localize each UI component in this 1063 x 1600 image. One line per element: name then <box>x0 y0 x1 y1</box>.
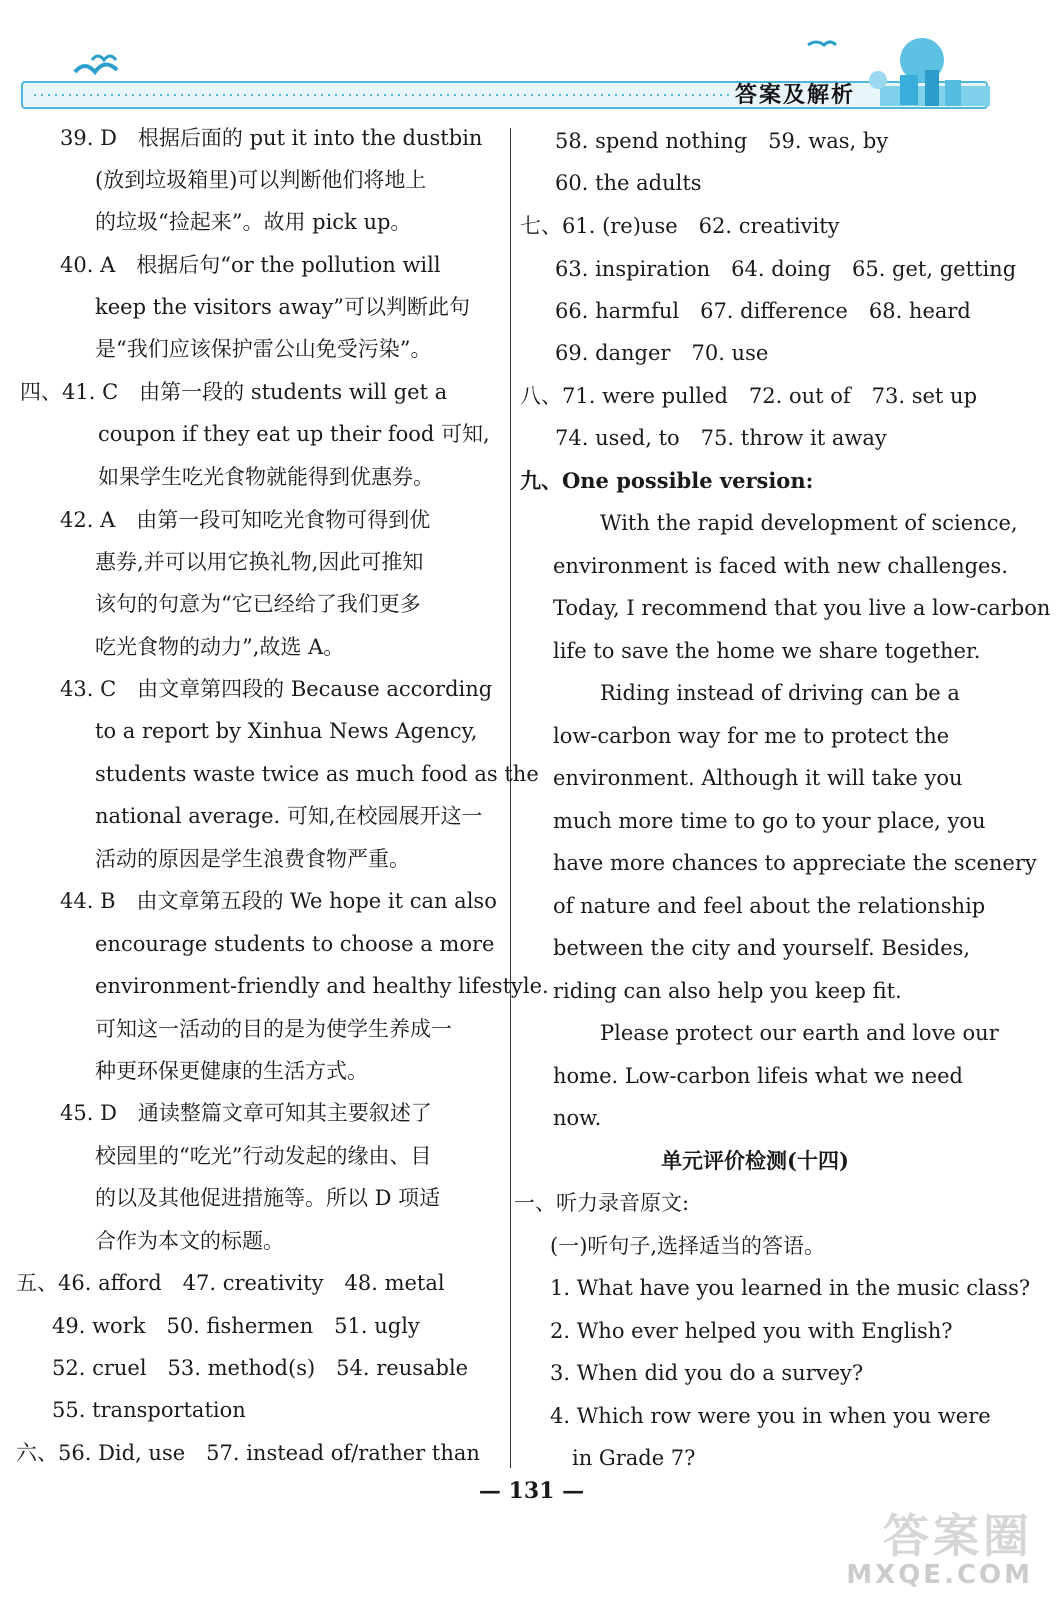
text-line: (一)听句子,选择适当的答语。 <box>550 1234 826 1258</box>
text-line: 2. Who ever helped you with English? <box>550 1319 953 1343</box>
text-line: 合作为本文的标题。 <box>95 1229 284 1253</box>
text-line: of nature and feel about the relationship <box>553 894 986 918</box>
text-line: 60. the adults <box>555 171 702 195</box>
text-line: 的垃圾“捡起来”。故用 pick up。 <box>95 210 412 234</box>
text-line: 是“我们应该保护雷公山免受污染”。 <box>95 337 432 361</box>
text-line: 39. D 根据后面的 put it into the dustbin <box>60 126 483 150</box>
text-line: 可知这一活动的目的是为使学生养成一 <box>95 1017 452 1041</box>
page-number: — 131 — <box>478 1478 585 1504</box>
text-line: 一、听力录音原文: <box>514 1191 690 1215</box>
text-line: Riding instead of driving can be a <box>600 681 960 705</box>
text-line: keep the visitors away”可以判断此句 <box>95 295 471 319</box>
text-line: 4. Which row were you in when you were <box>550 1404 991 1428</box>
text-line: students waste twice as much food as the <box>95 762 539 786</box>
text-line: 52. cruel 53. method(s) 54. reusable <box>52 1356 469 1380</box>
text-line: low-carbon way for me to protect the <box>553 724 950 748</box>
text-line: much more time to go to your place, you <box>553 809 986 833</box>
text-line: 42. A 由第一段可知吃光食物可得到优 <box>60 508 431 532</box>
text-line: 四、41. C 由第一段的 students will get a <box>20 380 448 404</box>
text-line: life to save the home we share together. <box>553 639 981 663</box>
text-line: Today, I recommend that you live a low-carbon <box>553 596 1051 620</box>
text-line: encourage students to choose a more <box>95 932 495 956</box>
text-line: 49. work 50. fishermen 51. ugly <box>52 1314 420 1338</box>
text-line: (放到垃圾箱里)可以判断他们将地上 <box>95 168 427 192</box>
header-decoration <box>0 0 1063 125</box>
text-line: 66. harmful 67. difference 68. heard <box>555 299 971 323</box>
text-line: 43. C 由文章第四段的 Because according <box>60 677 493 701</box>
text-line: to a report by Xinhua News Agency, <box>95 719 478 743</box>
text-line: 63. inspiration 64. doing 65. get, getting <box>555 257 1017 281</box>
text-line: 40. A 根据后句“or the pollution will <box>60 253 441 277</box>
text-line: environment. Although it will take you <box>553 766 963 790</box>
text-line: between the city and yourself. Besides, <box>553 936 971 960</box>
header-title: 答案及解析 <box>735 83 856 108</box>
text-line: 惠券,并可以用它换礼物,因此可推知 <box>95 550 424 574</box>
text-line: in Grade 7? <box>572 1446 696 1470</box>
text-line: 六、56. Did, use 57. instead of/rather than <box>16 1441 480 1465</box>
text-line: Please protect our earth and love our <box>600 1021 999 1045</box>
text-line: 44. B 由文章第五段的 We hope it can also <box>60 889 497 913</box>
text-line: have more chances to appreciate the scenery <box>553 851 1037 875</box>
text-line: coupon if they eat up their food 可知, <box>98 422 490 446</box>
text-line: 58. spend nothing 59. was, by <box>555 129 889 153</box>
text-line: 3. When did you do a survey? <box>550 1361 864 1385</box>
watermark-url: MXQE.COM <box>846 1560 1033 1590</box>
watermark-logo: 答案圈 <box>883 1509 1033 1563</box>
text-line: 1. What have you learned in the music class? <box>550 1276 1031 1300</box>
text-line: 45. D 通读整篇文章可知其主要叙述了 <box>60 1101 432 1125</box>
text-line: 如果学生吃光食物就能得到优惠券。 <box>98 465 434 489</box>
text-line: riding can also help you keep fit. <box>553 979 902 1003</box>
text-line: 69. danger 70. use <box>555 341 769 365</box>
text-line: 种更环保更健康的生活方式。 <box>95 1059 368 1083</box>
text-line: environment-friendly and healthy lifestyle. <box>95 974 549 998</box>
text-line: 55. transportation <box>52 1398 246 1422</box>
section-title: 单元评价检测(十四) <box>661 1148 849 1173</box>
text-line: 七、61. (re)use 62. creativity <box>520 214 840 238</box>
text-line: 该句的句意为“它已经给了我们更多 <box>95 592 421 616</box>
text-line: home. Low-carbon lifeis what we need <box>553 1064 963 1088</box>
section-heading: 九、One possible version: <box>520 468 814 493</box>
text-line: 74. used, to 75. throw it away <box>555 426 887 450</box>
text-line: 校园里的“吃光”行动发起的缘由、目 <box>95 1144 432 1168</box>
column-divider <box>510 128 511 1468</box>
text-line: 的以及其他促进措施等。所以 D 项适 <box>95 1186 441 1210</box>
text-line: With the rapid development of science, <box>600 511 1018 535</box>
text-line: 吃光食物的动力”,故选 A。 <box>95 635 345 659</box>
text-line: national average. 可知,在校园展开这一 <box>95 804 483 828</box>
page-header <box>0 0 1063 125</box>
text-line: environment is faced with new challenges. <box>553 554 1008 578</box>
text-line: now. <box>553 1106 602 1130</box>
text-line: 八、71. were pulled 72. out of 73. set up <box>520 384 978 408</box>
text-line: 五、46. afford 47. creativity 48. metal <box>16 1271 445 1295</box>
text-line: 活动的原因是学生浪费食物严重。 <box>95 847 410 871</box>
